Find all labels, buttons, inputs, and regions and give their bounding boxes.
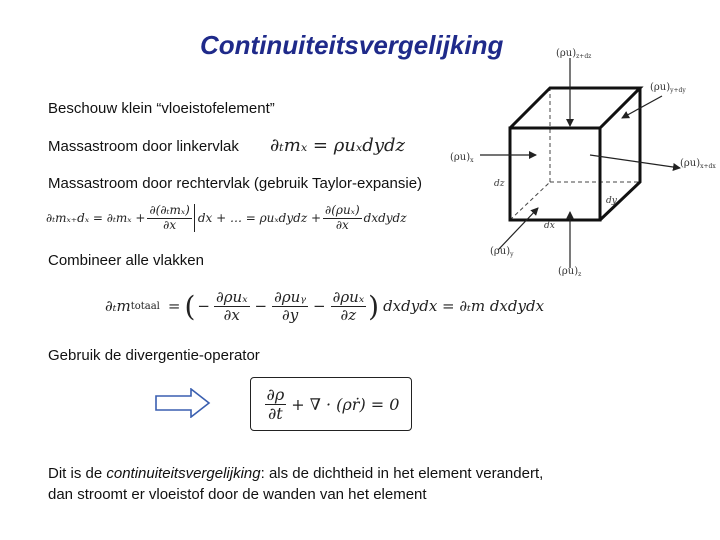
total-fraction-1: [214, 289, 250, 323]
total-sub: totaal: [130, 300, 160, 312]
taylor-lhs: ∂ₜmₓ₊dₓ = ∂ₜmₓ +: [46, 211, 146, 225]
total-num-2: ∂ρuᵧ: [274, 288, 306, 306]
taylor-mid: dx + … = ρuₓdydz +: [197, 211, 322, 225]
label-right-sub: x+dx: [700, 163, 716, 170]
cont-den: ∂t: [268, 403, 283, 423]
slide-title: Continuiteitsvergelijking: [200, 30, 504, 60]
taylor-den-1: ∂x: [163, 217, 177, 232]
label-left: (ρu): [450, 152, 471, 163]
line-consider: Beschouw klein “vloeistofelement”: [48, 100, 275, 117]
svg-text:(ρu)y+dy: [650, 82, 686, 94]
label-top: (ρu): [556, 48, 577, 59]
line-left-face: Massastroom door linkervlak: [48, 138, 239, 155]
total-num-1: ∂ρuₓ: [215, 288, 248, 306]
cont-fraction: [265, 386, 287, 422]
label-dy: dy: [606, 196, 617, 206]
total-den-1: ∂x: [223, 305, 240, 324]
equation-left-face: ∂ₜmₓ = ρuₓdydz: [270, 135, 405, 156]
conclusion-line-2: dan stroomt er vloeistof door de wanden van het element: [48, 486, 427, 503]
conclusion-suffix: : als de dichtheid in het element verandert,: [260, 465, 544, 482]
arrow-right: [590, 155, 680, 168]
total-num-3: ∂ρuₓ: [332, 288, 365, 306]
taylor-fraction-2: [323, 204, 362, 231]
svg-text:(ρu)x: [450, 152, 474, 164]
continuity-equation-box: [250, 377, 412, 431]
line-combine: Combineer alle vlakken: [48, 252, 204, 269]
arrow-bottomleft: [498, 208, 538, 250]
svg-text:(ρu)z+dz: [556, 48, 591, 60]
cont-num: ∂ρ: [266, 384, 285, 404]
label-left-sub: x: [470, 157, 474, 164]
total-lhs: ∂ₜm: [105, 297, 131, 315]
taylor-num-1: ∂(∂ₜmₓ): [149, 203, 190, 218]
line-divergence: Gebruik de divergentie-operator: [48, 347, 260, 364]
conclusion-term: continuiteitsvergelijking: [106, 465, 261, 482]
label-right: (ρu): [680, 158, 701, 169]
right-arrow-icon: [155, 388, 211, 418]
total-fraction-3: [331, 289, 367, 323]
equation-total: ∂ₜm totaal = ( − $\frac{\text{∂ρuₓ}}{\partial x}$ − $\frac{\text{∂ρuᵧ}}{\partial y}$ − $\frac{\text{∂ρuₓ}}{\partial z}$ ) dxdydx = ∂ₜm dxdydx: [105, 288, 545, 324]
fluid-element-diagram: [440, 40, 716, 280]
label-bottom: (ρu): [558, 266, 579, 277]
total-eq: =: [167, 297, 181, 315]
svg-text:(ρu)x+dx: [680, 158, 716, 170]
label-top-sub: z+dz: [576, 53, 592, 60]
total-fraction-2: [272, 289, 308, 323]
total-tail: dxdydx = ∂ₜm dxdydx: [383, 297, 545, 315]
total-den-2: ∂y: [281, 305, 299, 324]
taylor-fraction-1: [147, 204, 191, 231]
taylor-den-2: ∂x: [335, 217, 349, 232]
equation-taylor: [46, 200, 407, 236]
svg-text:(ρu)y: [490, 246, 514, 258]
taylor-tail: dxdydz: [363, 211, 407, 225]
label-bottomleft-sub: y: [510, 251, 514, 258]
taylor-num-2: ∂(ρuₓ): [325, 203, 360, 218]
label-bottom-sub: z: [578, 271, 582, 278]
conclusion-line-1: [48, 463, 543, 484]
label-dx: dx: [544, 221, 555, 231]
label-topright: (ρu): [650, 82, 671, 93]
cube: [510, 88, 640, 220]
conclusion-text: [48, 463, 543, 505]
label-topright-sub: y+dy: [670, 87, 686, 94]
svg-text:(ρu)z: [558, 266, 581, 278]
line-right-face: Massastroom door rechtervlak (gebruik Taylor-expansie): [48, 175, 423, 192]
label-dz: dz: [494, 179, 505, 189]
cont-rest: + ∇ · (ρṙ) = 0: [291, 394, 400, 414]
conclusion-prefix: Dit is de: [48, 465, 107, 482]
total-den-3: ∂z: [340, 305, 357, 324]
label-bottomleft: (ρu): [490, 246, 511, 257]
